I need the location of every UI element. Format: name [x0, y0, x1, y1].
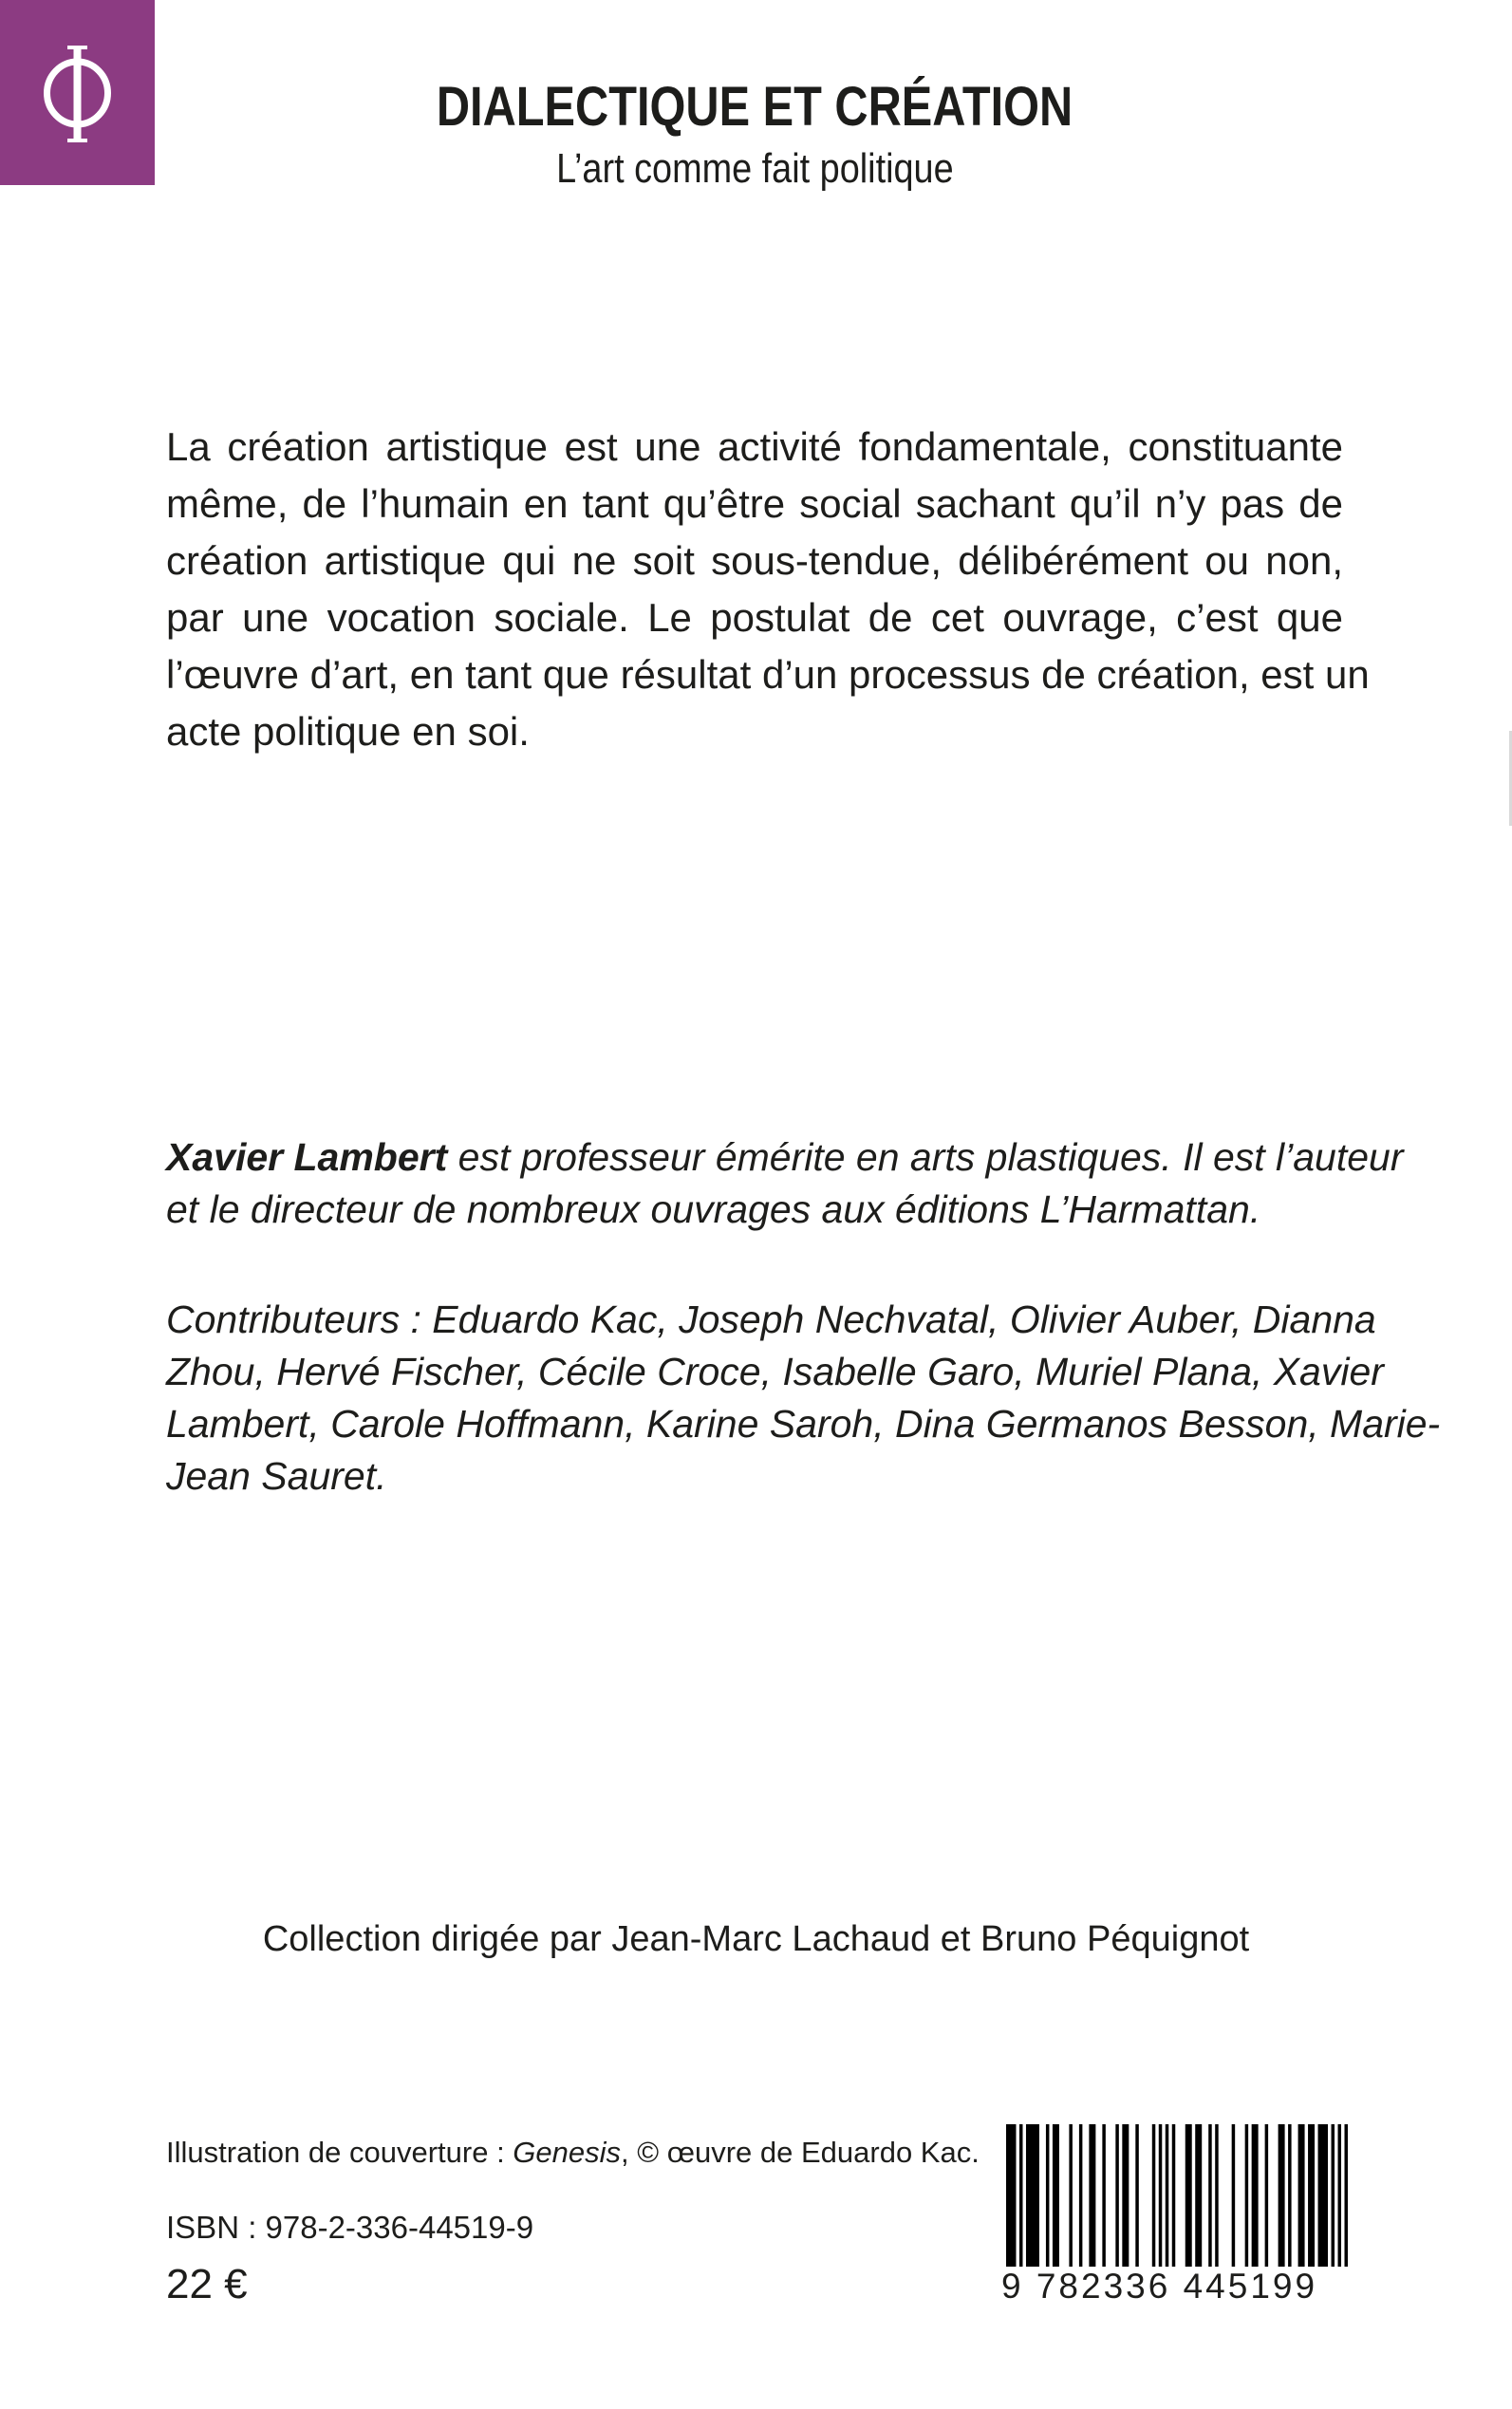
contributors-line: Lambert, Carole Hoffmann, Karine Saroh, Dina Germanos Besson, Marie- [166, 1402, 1441, 1446]
contributors-line: Contributeurs : Eduardo Kac, Joseph Nechvatal, Olivier Auber, Dianna [166, 1298, 1376, 1341]
barcode-bar [1215, 2124, 1218, 2267]
contributors-line: Zhou, Hervé Fischer, Cécile Croce, Isabelle Garo, Muriel Plana, Xavier [166, 1350, 1384, 1393]
barcode-bar [1115, 2124, 1118, 2267]
barcode-bar [1079, 2124, 1082, 2267]
barcode-bar [1122, 2124, 1129, 2267]
barcode-bar [1152, 2124, 1155, 2267]
barcode-bar [1298, 2124, 1305, 2267]
barcode-bar [1006, 2124, 1016, 2267]
bio-line [166, 1131, 1404, 1184]
barcode-bar [1279, 2124, 1285, 2267]
barcode-bar [1185, 2124, 1192, 2267]
bio-line: et le directeur de nombreux ouvrages aux éditions L’Harmattan. [166, 1187, 1261, 1231]
book-title: DIALECTIQUE ET CRÉATION [436, 76, 1073, 138]
book-header [375, 74, 1134, 196]
barcode-bar [1089, 2124, 1095, 2267]
barcode-bar [1265, 2124, 1268, 2267]
barcode-bar [1288, 2124, 1291, 2267]
isbn: ISBN : 978-2-336-44519-9 [166, 2210, 534, 2245]
summary-line: même, de l’humain en tant qu’être social sachant qu’il n’y pas de [166, 481, 1343, 526]
author-name: Xavier Lambert [166, 1135, 448, 1179]
summary-text [166, 419, 1370, 760]
barcode-bar [1069, 2124, 1072, 2267]
credit-prefix: Illustration de couverture : [166, 2136, 513, 2169]
phi-icon [0, 0, 155, 185]
barcode-bar [1135, 2124, 1138, 2267]
barcode-bar [1245, 2124, 1248, 2267]
book-subtitle: L’art comme fait politique [555, 145, 954, 192]
price: 22 € [166, 2261, 248, 2307]
barcode-bar [1166, 2124, 1168, 2267]
credit-work-title: Genesis [513, 2136, 622, 2169]
barcode-bar [1053, 2124, 1059, 2267]
barcode-bar [1345, 2124, 1348, 2267]
barcode-bar [1332, 2124, 1335, 2267]
summary-line: par une vocation sociale. Le postulat de cet ouvrage, c’est que [166, 595, 1343, 640]
contributors [166, 1294, 1441, 1503]
summary-line: l’œuvre d’art, en tant que résultat d’un processus de création, est un [166, 652, 1370, 697]
barcode-bar [1195, 2124, 1202, 2267]
summary-line: acte politique en soi. [166, 709, 530, 754]
publisher-logo [0, 0, 155, 185]
barcode-bar [1208, 2124, 1211, 2267]
barcode-bar [1172, 2124, 1175, 2267]
barcode-bar [1232, 2124, 1235, 2267]
barcode-bar [1252, 2124, 1259, 2267]
summary-line: création artistique qui ne soit sous-tendue, délibérément ou non, [166, 538, 1343, 583]
cover-credit [166, 2134, 980, 2172]
bio-line1-text: est professeur émérite en arts plastiques. Il est l’auteur [447, 1135, 1404, 1179]
barcode-digits: 9 782336 445199 [1001, 2267, 1318, 2306]
summary-line: La création artistique est une activité fondamentale, constituante [166, 424, 1343, 469]
author-bio [166, 1131, 1404, 1236]
barcode-bar [1159, 2124, 1162, 2267]
credit-suffix: , © œuvre de Eduardo Kac. [621, 2136, 980, 2169]
barcode-bar [1026, 2124, 1039, 2267]
barcode-bar [1102, 2124, 1105, 2267]
barcode-bar [1318, 2124, 1328, 2267]
barcode-bar [1019, 2124, 1022, 2267]
barcode-bar [1046, 2124, 1049, 2267]
contributors-line: Jean Sauret. [166, 1454, 387, 1498]
barcode-bar [1308, 2124, 1315, 2267]
barcode-bar [1338, 2124, 1341, 2267]
collection-note: Collection dirigée par Jean-Marc Lachaud et Bruno Péquignot [262, 1919, 1250, 1959]
